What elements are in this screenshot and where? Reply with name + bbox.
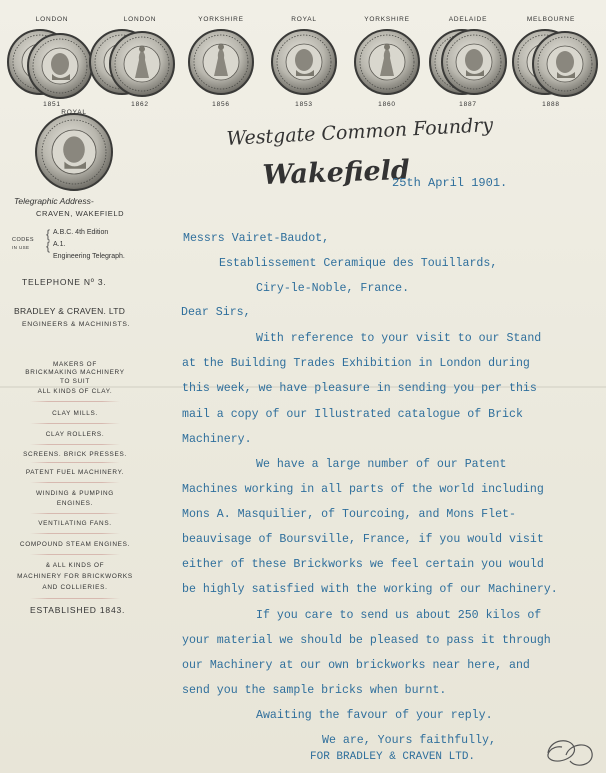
code-item: A.B.C. 4th Edition <box>53 229 109 236</box>
company-subtitle: ENGINEERS & MACHINISTS. <box>22 321 131 328</box>
medal-yorkshire-1860 <box>355 30 419 94</box>
medal-label-royal: ROYAL <box>61 109 87 116</box>
medal-year: 1887 <box>459 101 477 108</box>
service-line: BRICKMAKING MACHINERY <box>25 369 125 376</box>
divider <box>30 444 120 445</box>
medal-label: ADELAIDE <box>448 16 488 23</box>
body-line: If you care to send us about 250 kilos of <box>256 609 542 622</box>
letter-date: 25th April 1901. <box>392 176 508 190</box>
medal-label: YORKSHIRE <box>198 16 244 23</box>
medal-melbourne-1888 <box>513 30 597 96</box>
body-line: Machines working in all parts of the world including <box>182 483 544 496</box>
signature-initials <box>540 733 600 773</box>
established: ESTABLISHED 1843. <box>30 605 126 615</box>
code-item: A.1. <box>53 241 66 248</box>
service-line: CLAY ROLLERS. <box>45 431 105 438</box>
service-line: MACHINERY FOR BRICKWORKS <box>17 573 133 580</box>
medal-royal-1853 <box>272 30 336 94</box>
medal-royal-large <box>36 114 112 190</box>
divider <box>30 598 120 599</box>
codes-brace: { <box>46 239 51 253</box>
codes-label: CODES <box>12 237 35 243</box>
service-line: ALL KINDS OF CLAY. <box>37 388 113 395</box>
address-line: Establissement Ceramique des Touillards, <box>219 257 498 270</box>
divider <box>30 533 120 534</box>
address-line: Ciry-le-Noble, France. <box>256 282 410 295</box>
divider <box>30 482 120 483</box>
divider <box>30 401 120 402</box>
city-name: Wakefield <box>262 154 411 191</box>
body-line: We have a large number of our Patent <box>256 458 507 471</box>
divider <box>30 513 120 514</box>
telephone: TELEPHONE Nº 3. <box>22 277 107 287</box>
company-name: BRADLEY & CRAVEN. LTD <box>14 306 126 316</box>
codes-brace: { <box>46 227 51 241</box>
medal-label: MELBOURNE <box>526 16 576 23</box>
body-line: Mons A. Masquilier, of Tourcoing, and Mons Flet- <box>182 508 516 521</box>
medal-label: LONDON <box>35 16 69 23</box>
body-line: your material we should be pleased to pass it through <box>182 634 551 647</box>
divider <box>30 554 120 555</box>
medal-year: 1851 <box>43 101 61 108</box>
medal-year: 1853 <box>295 101 313 108</box>
service-line: CLAY MILLS. <box>52 410 98 417</box>
service-line: TO SUIT <box>60 378 90 385</box>
service-line: COMPOUND STEAM ENGINES. <box>19 541 131 548</box>
medal-london-1851 <box>8 30 92 98</box>
codes-in-use: IN USE <box>12 245 30 250</box>
body-line: mail a copy of our Illustrated catalogue of Brick <box>182 408 523 421</box>
code-item: Engineering Telegraph. <box>53 253 125 260</box>
service-line: SCREENS. BRICK PRESSES. <box>23 451 127 458</box>
body-line: be highly satisfied with the working of our Machinery. <box>182 583 558 596</box>
medal-label: ROYAL <box>291 16 317 23</box>
service-line: & ALL KINDS OF <box>45 562 105 569</box>
service-line: PATENT FUEL MACHINERY. <box>25 469 125 476</box>
closing-line: FOR BRADLEY & CRAVEN LTD. <box>310 751 476 763</box>
service-line: VENTILATING FANS. <box>38 520 112 527</box>
body-line: Machinery. <box>182 433 252 446</box>
body-line: either of these Brickworks we feel certain you would <box>182 558 544 571</box>
body-line: this week, we have pleasure in sending you per this <box>182 382 537 395</box>
telegraphic-address: CRAVEN, WAKEFIELD <box>36 209 125 218</box>
medal-yorkshire-1856 <box>189 30 253 94</box>
body-line: send you the sample bricks when burnt. <box>182 684 447 697</box>
body-line: at the Building Trades Exhibition in London during <box>182 357 530 370</box>
medal-year: 1888 <box>542 101 560 108</box>
medal-label: YORKSHIRE <box>364 16 410 23</box>
body-line: With reference to your visit to our Stand <box>256 332 542 345</box>
telegraphic-title: Telegraphic Address- <box>14 196 94 206</box>
divider <box>30 462 120 463</box>
closing-line: We are, Yours faithfully, <box>322 734 496 747</box>
service-line: WINDING & PUMPING <box>36 490 114 497</box>
service-line: AND COLLIERIES. <box>42 584 108 591</box>
medal-label: LONDON <box>123 16 157 23</box>
foundry-name: Westgate Common Foundry <box>226 114 494 150</box>
medal-adelaide-1887 <box>430 30 506 94</box>
salutation: Dear Sirs, <box>181 306 251 319</box>
medal-year: 1856 <box>212 101 230 108</box>
body-line: Awaiting the favour of your reply. <box>256 709 493 722</box>
medal-year: 1860 <box>378 101 396 108</box>
medal-year: 1862 <box>131 101 149 108</box>
medal-london-1862 <box>90 30 174 96</box>
body-line: our Machinery at our own brickworks near here, and <box>182 659 530 672</box>
service-line: ENGINES. <box>56 500 94 507</box>
divider <box>30 423 120 424</box>
service-line: MAKERS OF <box>53 361 97 368</box>
address-line: Messrs Vairet-Baudot, <box>183 232 330 245</box>
body-line: beauvisage of Boursville, France, if you would visit <box>182 533 544 546</box>
